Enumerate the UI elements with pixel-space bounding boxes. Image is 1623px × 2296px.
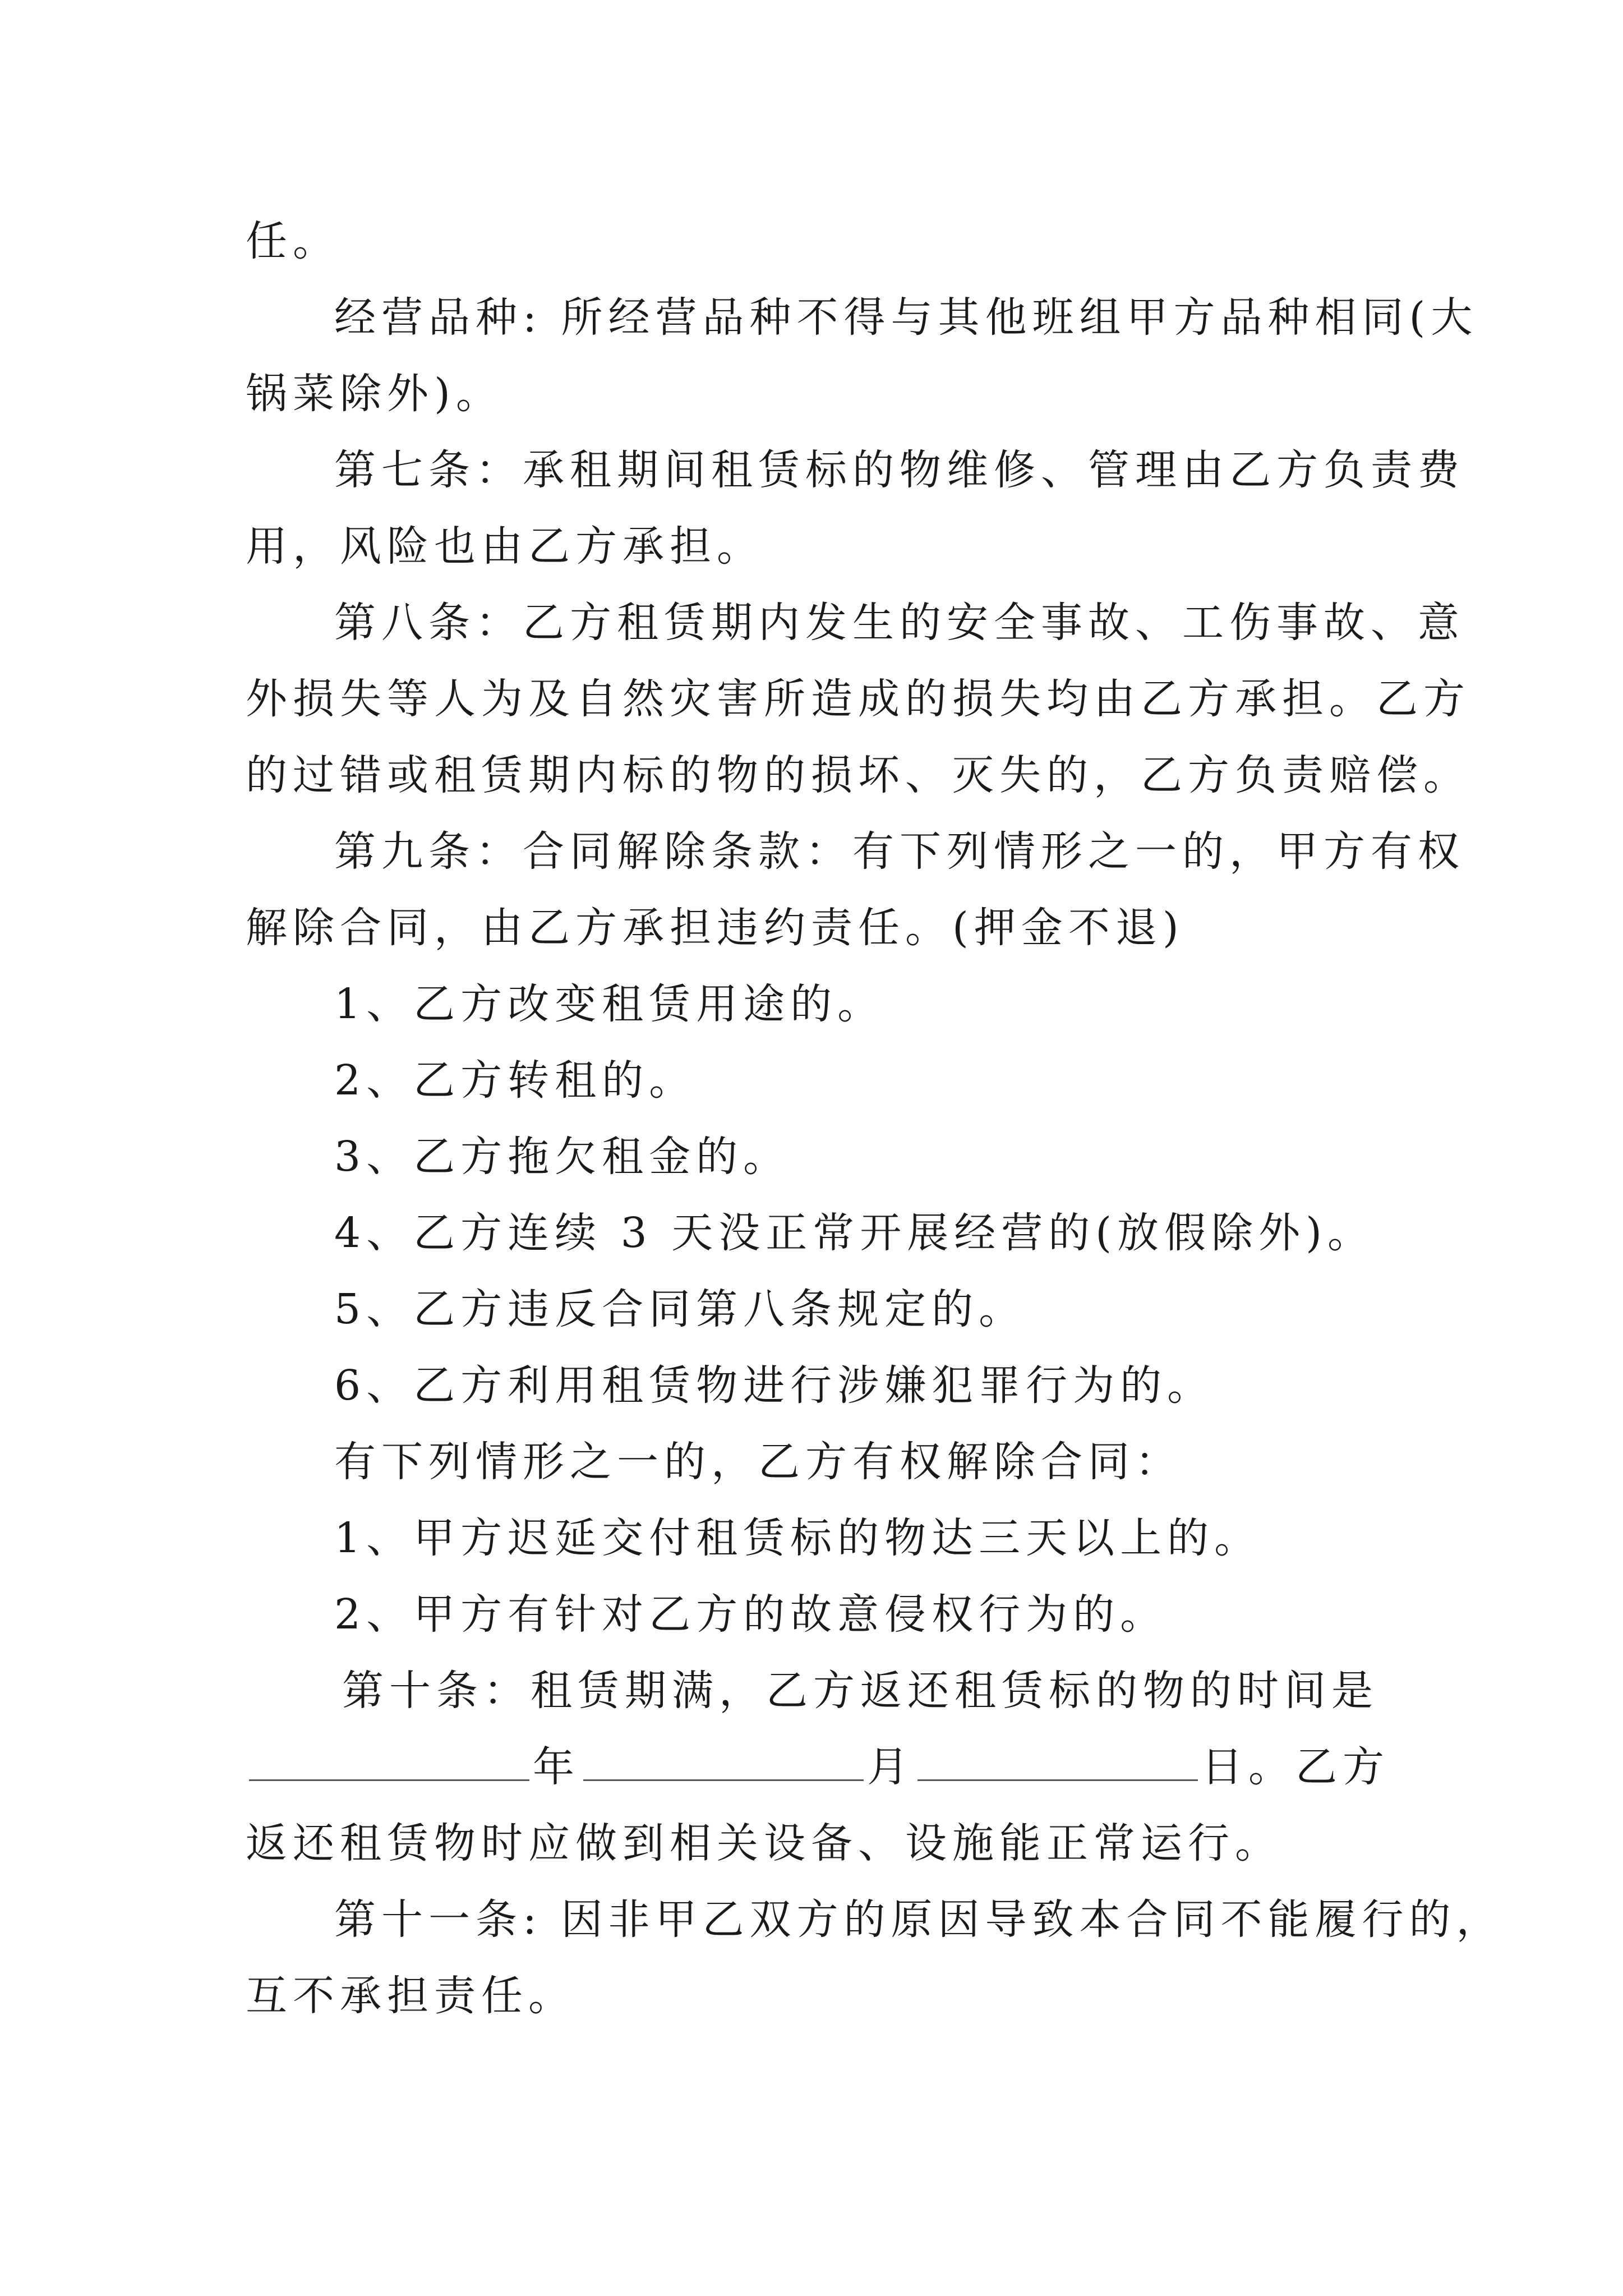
text-line: 第十条：租赁期满，乙方返还租赁标的物的时间是 [342, 1667, 1378, 1715]
list-item: 1、甲方迟延交付租赁标的物达三天以上的。 [334, 1514, 1262, 1562]
text-line: 锅菜除外)。 [246, 370, 503, 418]
list-item: 5、乙方违反合同第八条规定的。 [334, 1285, 1026, 1333]
month-blank [583, 1740, 864, 1781]
text-line: 第八条：乙方租赁期内发生的安全事故、工伤事故、意 [334, 599, 1465, 647]
text-line: 第九条：合同解除条款：有下列情形之一的，甲方有权 [334, 827, 1465, 876]
text-line: 经营品种: 所经营品种不得与其他班组甲方品种相同(大 [334, 293, 1478, 342]
list-item: 2、乙方转租的。 [334, 1056, 697, 1105]
text-line: 互不承担责任。 [246, 1972, 575, 2020]
list-item: 1、乙方改变租赁用途的。 [334, 980, 885, 1028]
month-label: 月 [867, 1743, 914, 1791]
text-line: 解除合同，由乙方承担违约责任。(押金不退) [246, 904, 1184, 952]
text-line: 第七条：承租期间租赁标的物维修、管理由乙方负责费 [334, 446, 1465, 494]
text-line: 用，风险也由乙方承担。 [246, 522, 764, 570]
list-item: 2、甲方有针对乙方的故意侵权行为的。 [334, 1590, 1168, 1639]
list-item: 6、乙方利用租赁物进行涉嫌犯罪行为的。 [334, 1361, 1215, 1410]
day-label: 日。乙方 [1201, 1743, 1390, 1791]
list-item: 3、乙方拖欠租金的。 [334, 1133, 791, 1181]
text-line: 任。 [246, 217, 340, 265]
text-line: 第十一条: 因非甲乙双方的原因导致本合同不能履行的， [334, 1895, 1504, 1944]
text-line: 的过错或租赁期内标的物的损坏、灭失的，乙方负责赔偿。 [246, 751, 1470, 799]
year-blank [249, 1740, 529, 1781]
year-label: 年 [533, 1743, 580, 1791]
text-line: 外损失等人为及自然灾害所造成的损失均由乙方承担。乙方 [246, 675, 1470, 723]
date-line [246, 1740, 1623, 1794]
text-line: 有下列情形之一的，乙方有权解除合同： [334, 1438, 1182, 1486]
list-item: 4、乙方连续 3 天没正常开展经营的(放假除外)。 [334, 1209, 1375, 1257]
day-blank [917, 1740, 1198, 1781]
text-line: 返还租赁物时应做到相关设备、设施能正常运行。 [246, 1819, 1282, 1867]
